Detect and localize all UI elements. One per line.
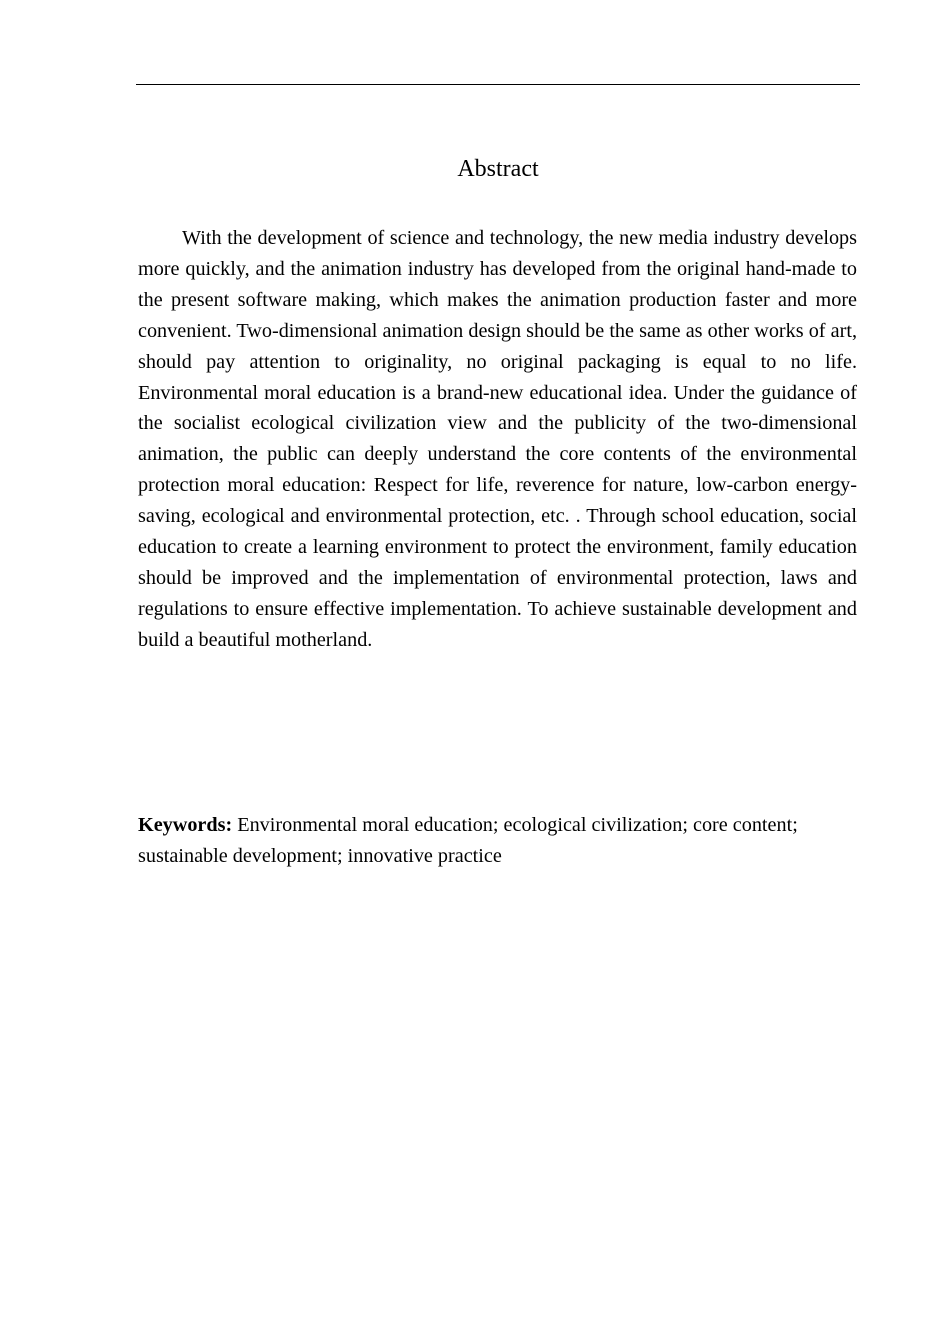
keywords-line [138, 810, 857, 872]
keywords-label: Keywords: [138, 814, 233, 836]
abstract-paragraph: With the development of science and technology, the new media industry develops more quickly, and the animation industry has developed from the original hand-made to the present software making, which makes the animation production faster and more convenient. Two-dimensional animation design should be the same as other works of art, should pay attention to originality, no original packaging is equal to no life. Environmental moral education is a brand-new educational idea. Under the guidance of the socialist ecological civilization view and the publicity of the two-dimensional animation, the public can deeply understand the core contents of the environmental protection moral education: Respect for life, reverence for nature, low-carbon energy-saving, ecological and environmental protection, etc. . Through school education, social education to create a learning environment to protect the environment, family education should be improved and the implementation of environmental protection, laws and regulations to ensure effective implementation. To achieve sustainable development and build a beautiful motherland. [138, 227, 857, 651]
header-rule [136, 84, 860, 85]
keywords-text: Environmental moral education; ecological civilization; core content; sustainable development; innovative practice [138, 814, 798, 867]
page-title: Abstract [457, 156, 539, 182]
